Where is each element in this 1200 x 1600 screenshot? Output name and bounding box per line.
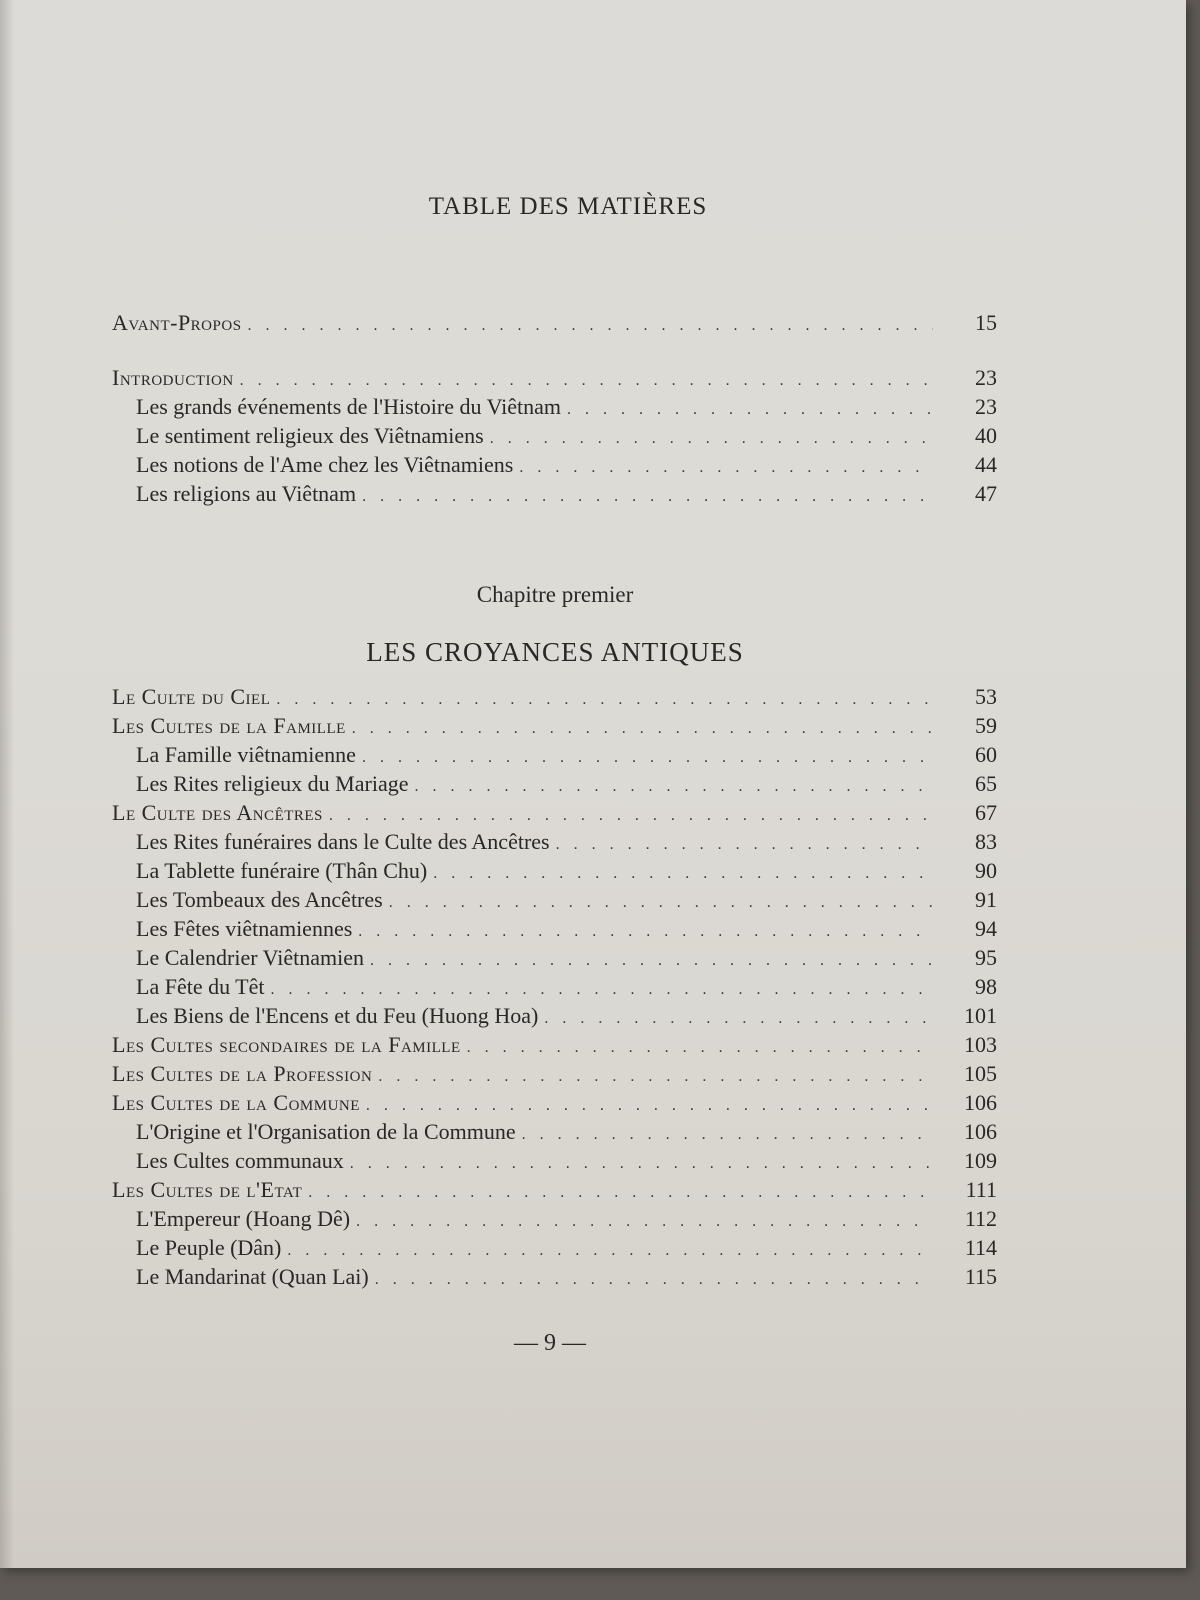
toc-entry-page: 59 (975, 713, 997, 738)
toc-entry (112, 1177, 997, 1206)
toc-entry (112, 394, 997, 423)
dot-leader (433, 865, 933, 883)
toc-entry-label: Les notions de l'Ame chez les Viêtnamiens (136, 452, 514, 477)
toc-entry-label: Les Cultes communaux (136, 1148, 344, 1173)
toc-entry-page: 106 (964, 1090, 997, 1115)
toc-entry-label: Introduction (112, 365, 234, 390)
toc-entry-label: Le Mandarinat (Quan Lai) (136, 1264, 369, 1289)
toc-entry-label: Les Cultes de la Commune (112, 1090, 360, 1115)
toc-entry-page: 65 (975, 771, 997, 796)
toc-chapter-entries (112, 684, 997, 1293)
toc-entry (112, 1090, 997, 1119)
dot-leader (467, 1039, 933, 1057)
toc-entry-page: 109 (964, 1148, 997, 1173)
toc-entry-label: La Fête du Têt (136, 974, 265, 999)
dot-leader (544, 1010, 933, 1028)
toc-entry (112, 771, 997, 800)
page-number-footer: — 9 — (514, 1330, 586, 1356)
chapter-title: LES CROYANCES ANTIQUES (366, 637, 744, 667)
dot-leader (378, 1068, 933, 1086)
toc-entry (112, 945, 997, 974)
dot-leader (522, 1126, 933, 1144)
toc-entry (112, 887, 997, 916)
toc-entry-page: 112 (964, 1206, 997, 1231)
toc-entry (112, 1235, 997, 1264)
toc-entry (112, 916, 997, 945)
toc-entry-page: 98 (975, 974, 997, 999)
toc-entry-page: 90 (975, 858, 997, 883)
toc-entry-label: L'Empereur (Hoang Dê) (136, 1206, 351, 1231)
toc-entry-label: Les Rites funéraires dans le Culte des Ancêtres (136, 829, 550, 854)
toc-entry-label: Les Rites religieux du Mariage (136, 771, 409, 796)
dot-leader (356, 1213, 933, 1231)
toc-entry-page: 67 (975, 800, 997, 825)
dot-leader (370, 952, 933, 970)
toc-entry-page: 83 (975, 829, 997, 854)
toc-entry (112, 1264, 997, 1293)
toc-entry (112, 310, 997, 339)
toc-entry-page: 101 (964, 1003, 997, 1028)
toc-entry-page: 40 (975, 423, 997, 448)
dot-leader (287, 1242, 933, 1260)
toc-entry (112, 684, 997, 713)
dot-leader (308, 1184, 933, 1202)
toc-entry (112, 1003, 997, 1032)
toc-entry-label: Les Fêtes viêtnamiennes (136, 916, 353, 941)
toc-entry-page: 106 (964, 1119, 997, 1144)
toc-front-matter (112, 310, 997, 510)
chapter-label: Chapitre premier (476, 582, 634, 607)
toc-entry-label: Le sentiment religieux des Viêtnamiens (136, 423, 484, 448)
toc-entry-label: Les Cultes secondaires de la Famille (112, 1032, 461, 1057)
dot-leader (352, 720, 933, 738)
dot-leader (350, 1155, 933, 1173)
dot-leader (329, 807, 933, 825)
toc-entry (112, 365, 997, 394)
toc-entry-page: 15 (975, 310, 997, 335)
toc-entry (112, 423, 997, 452)
toc-entry (112, 742, 997, 771)
dot-leader (490, 430, 933, 448)
toc-entry-page: 105 (964, 1061, 997, 1086)
toc-entry-page: 94 (975, 916, 997, 941)
dot-leader (366, 1097, 933, 1115)
toc-entry-label: La Tablette funéraire (Thân Chu) (136, 858, 428, 883)
toc-entry-page: 111 (965, 1177, 997, 1202)
toc-entry-page: 91 (975, 887, 997, 912)
toc-entry-label: Les Biens de l'Encens et du Feu (Huong Hoa) (136, 1003, 539, 1028)
toc-entry (112, 1206, 997, 1235)
toc-entry-label: Les religions au Viêtnam (136, 481, 357, 506)
toc-entry (112, 974, 997, 1003)
toc-entry-page: 114 (964, 1235, 997, 1260)
toc-entry (112, 829, 997, 858)
toc-entry-page: 60 (975, 742, 997, 767)
dot-leader (556, 836, 933, 854)
dot-leader (519, 459, 933, 477)
toc-entry (112, 800, 997, 829)
dot-leader (414, 778, 933, 796)
toc-entry-page: 115 (964, 1264, 997, 1289)
toc-entry-label: L'Origine et l'Organisation de la Commune (136, 1119, 516, 1144)
page-title: TABLE DES MATIÈRES (428, 193, 708, 220)
toc-entry-label: La Famille viêtnamienne (136, 742, 356, 767)
toc-entry (112, 713, 997, 742)
toc-entry-label: Les Tombeaux des Ancêtres (136, 887, 383, 912)
dot-leader (567, 401, 933, 419)
dot-leader (248, 317, 933, 335)
toc-entry-label: Les Cultes de l'Etat (112, 1177, 303, 1202)
toc-entry-label: Le Peuple (Dân) (136, 1235, 282, 1260)
toc-entry-page: 47 (975, 481, 997, 506)
toc-entry-label: Les Cultes de la Profession (112, 1061, 373, 1086)
dot-leader (358, 923, 933, 941)
toc-entry-label: Avant-Propos (112, 310, 242, 335)
toc-entry-page: 44 (975, 452, 997, 477)
dot-leader (389, 894, 933, 912)
toc-entry-page: 103 (964, 1032, 997, 1057)
toc-entry-label: Le Culte des Ancêtres (112, 800, 323, 825)
toc-entry-label: Les Cultes de la Famille (112, 713, 346, 738)
toc-entry-page: 53 (975, 684, 997, 709)
dot-leader (375, 1271, 933, 1289)
toc-entry-page: 23 (975, 394, 997, 419)
toc-entry-label: Le Calendrier Viêtnamien (136, 945, 364, 970)
dot-leader (271, 981, 934, 999)
dot-leader (362, 749, 933, 767)
toc-entry-label: Le Culte du Ciel (112, 684, 271, 709)
dot-leader (362, 488, 933, 506)
dot-leader (276, 691, 933, 709)
toc-entry-label: Les grands événements de l'Histoire du Viêtnam (136, 394, 562, 419)
toc-entry (112, 1119, 997, 1148)
toc-entry-page: 95 (975, 945, 997, 970)
toc-entry (112, 858, 997, 887)
toc-entry (112, 1061, 997, 1090)
toc-entry (112, 452, 997, 481)
dot-leader (240, 372, 933, 390)
toc-entry (112, 481, 997, 510)
toc-entry-page: 23 (975, 365, 997, 390)
toc-entry (112, 1032, 997, 1061)
toc-entry (112, 1148, 997, 1177)
